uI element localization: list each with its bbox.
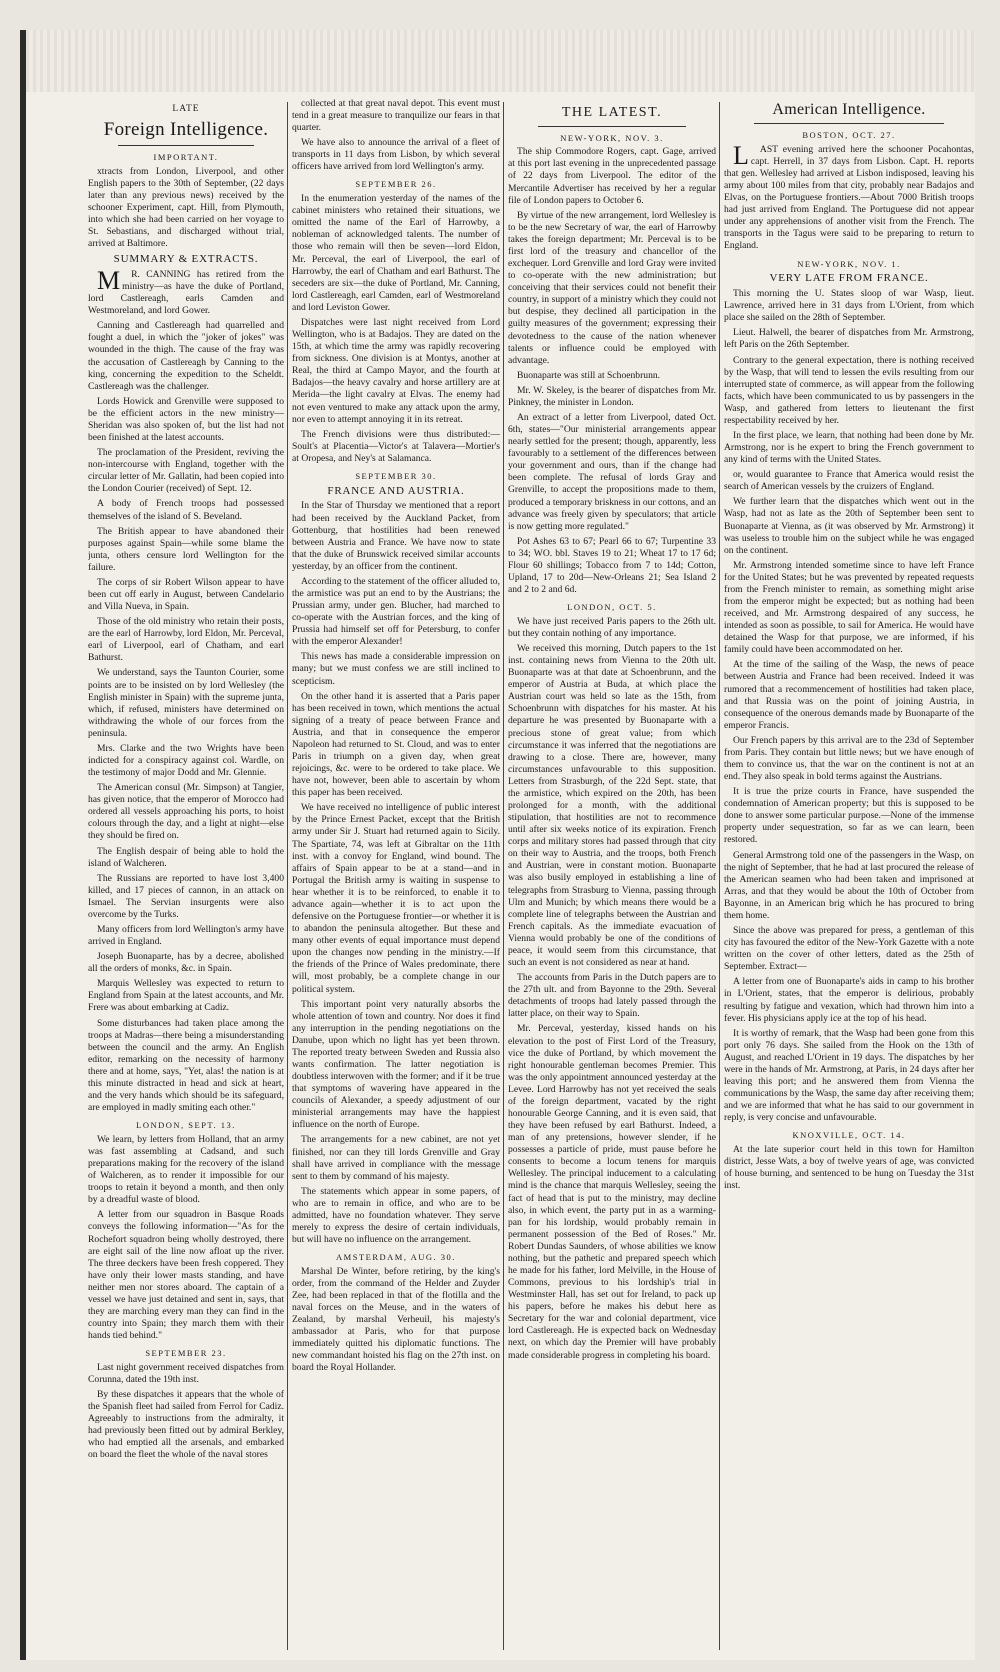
dateline: NEW-YORK, NOV. 1. [797,258,901,269]
paragraph: The proclamation of the President, reviving the non-intercourse with England, together with the circular letter of Mr. Gallatin, had been copied into the London Courier (received) of Sept. 12. [88,447,284,495]
column-rule [287,102,288,1650]
paragraph: At the late superior court held in this town for Hamilton district, Jesse Wats, a boy of twelve years of age, was convicted of house burning, and sentenced to be hung on Tuesday the 31st inst. [724,1143,974,1192]
column-rule [503,102,504,1650]
column-american-intelligence [724,98,974,1652]
paragraph: Mr. Perceval, yesterday, kissed hands on his elevation to the post of First Lord of the Treasury, vice the duke of Portland, by which movement the right honourable gentleman becomes Premier. This was the only appointment announced yesterday at the Levee. Lord Harrowby has not yet received the seals of the foreign department, vacated by the right honourable George Canning, and it is even said, that they have been refused by earl Bathurst. Indeed, a man of any pretensions, however slender, if he possesses a particle of pride, must pause before he consents to become a locum tenens for marquis Wellesley. The principal inducement to a calculating mind is the chance that marquis Wellesley, seeing the fact of head that is put to the ministry, may decline also, in which event, the party put in as a warming-pan for his lordship, would probably remain in permanent possession of the Bed of Roses." Mr. Robert Dundas Saunders, of whose abilities we know nothing, but the pathetic and prepared speech which he made for his father, lord Melville, in the House of Commons, previous to his lordship's trial in Westminster Hall, has set out for Ireland, to pack up his papers, before he makes his debut here as Secretary for the war and colonial department, vice lord Castlereagh. He is expected back on Wednesday next, on which day the Premier will have probably made considerable progress in completing his board. [508,1023,716,1361]
paragraph: We understand, says the Taunton Courier, some points are to be insisted on by lord Wellesley (the English minister in Spain) with the supreme junta, which, if refused, ministers have determined on withdrawing the whole of our forces from the peninsula. [88,667,284,739]
paragraph: We have just received Paris papers to the 26th ult. but they contain nothing of any importance. [508,615,716,639]
article-body [292,193,500,465]
article-body [88,1134,284,1342]
section-heading: SUMMARY & EXTRACTS. [113,253,259,266]
paragraph: We further learn that the dispatches which went out in the Wasp, had not as late as the 20th of September been sent to Buonaparte at Vienna, as (it was observed by Mr. Armstrong) it was useless to trouble him on the subject while he was engaged on the continent. [724,496,974,556]
article-body [724,140,974,253]
paragraph: By these dispatches it appears that the whole of the Spanish fleet had sailed from Ferrol for Cadiz. Agreeably to instructions from the admiralty, it had previously been fitted out by admiral Berkley, who had emptied all the arsenals, and embarked on board the fleet the whole of the naval stores [88,1389,284,1461]
paragraph: The Russians are reported to have lost 3,400 killed, and 17 pieces of cannon, in an attack on Ismael. The Servian insurgents were also overcome by the Turks. [88,872,284,920]
paragraph: A letter from our squadron in Basque Roads conveys the following information—"As for the Rochefort squadron being wholly destroyed, there are eight sail of the line now afloat up the river. The three deckers have been fresh coppered. They have only their lower masts standing, and have neither men nor stores aboard. The captain of a vessel we have just detained and sent in, says, that they are marching every man they can find in the country into Spain; they march them with their hands tied behind." [88,1209,284,1342]
paragraph: Last night government received dispatches from Corunna, dated the 19th inst. [88,1361,284,1385]
article-body [88,266,284,1114]
paragraph: On the other hand it is asserted that a Paris paper has been received in town, which mentions the actual signing of a treaty of peace between France and Austria, and that in consequence the emperor Napoleon had returned to St. Cloud, and was to enter Paris in triumph on a given day, when great rejoicings, &c. were to be ordered to take place. We have not, however, been able to ascertain by whom this paper has been received. [292,690,500,799]
paragraph: The French divisions were thus distributed:—Soult's at Placentia—Victor's at Talavera—Mortier's at Oropesa, and Ney's at Salamanca. [292,428,500,464]
paragraph: In the first place, we learn, that nothing had been done by Mr. Armstrong, nor is he expert to bring the French government to any kind of terms with the United States. [724,429,974,466]
paragraph: Many officers from lord Wellington's army have arrived in England. [88,924,284,948]
paragraph: Lieut. Halwell, the bearer of dispatches from Mr. Armstrong, left Paris on the 26th September. [724,327,974,351]
paragraph: It is true the prize courts in France, have suspended the condemnation of American property; but this is supposed to be done to answer some particular purpose.—None of the immense property under sequestration, so far as we can learn, been restored. [724,786,974,846]
dateline: SEPTEMBER 23. [145,1348,227,1359]
paragraph: Those of the old ministry who retain their posts, are the earl of Harrowby, lord Eldon, Mr. Perceval, earl of Liverpool, earl of Chatham, and earl Bathurst. [88,616,284,664]
paragraph: The American consul (Mr. Simpson) at Tangier, has given notice, that the emperor of Morocco had ordered all vessels approaching his ports, to hoist colours through the day, and a light at night—else they should be fired on. [88,782,284,842]
dateline: KNOXVILLE, OCT. 14. [792,1130,906,1141]
column-rule [719,102,720,1650]
paragraph: This morning the U. States sloop of war Wasp, lieut. Lawrence, arrived here in 31 days from L'Orient, from which place she sailed on the 28th of September. [724,288,974,324]
paragraph: Our French papers by this arrival are to the 23d of September from Paris. They contain but little news; but we have enough of them to convince us, that the war on the continent is not at an end. They also speak in bold terms against the Austrians. [724,734,974,783]
paragraph: Contrary to the general expectation, there is nothing received by the Wasp, that will tend to lessen the evils resulting from our interrupted state of commerce, as will appear from the following facts, which have been communicated to us by passengers in the Wasp, and gathered from letters to lieutenant the first respectability received by her. [724,354,974,426]
newspaper-page [20,30,975,1660]
paragraph: Marquis Wellesley was expected to return to England from Spain at the latest accounts, and Mr. Frere was about embarking at Cadiz. [88,978,284,1014]
paragraph: Mr. Armstrong intended sometime since to have left France for the United States; but he was prevented by repeated requests from the French minister to remain, as something might arise from the emperor might be expected; but as nothing had been received, and Mr. Armstrong despaired of any success, he intended as soon as possible, to sail for America. He would have detained the Wasp for that purpose, we are informed, if his family could have been accommodated on her. [724,559,974,656]
paragraph: This important point very naturally absorbs the whole attention of town and country. Nor does it find any interruption in the pending negotiations on the Danube, upon which no light has yet been thrown. The reported treaty between Sweden and Russia also wants confirmation. The latter negotiation is doubtless interwoven with the former; and if it be true that symptoms of wavering have appeared in the councils of Alexander, a speedy adjustment of our ministerial arrangements may have the happiest influence on the north of Europe. [292,998,500,1131]
article-intro: xtracts from London, Liverpool, and other English papers to the 30th of September, (22 days later than any previous news) received by the schooner Experiment, capt. Hill, from Plymouth, into which she had been carried on her voyage to St. Sebastians, and discharged without trial, arrived at Baltimore. [88,165,284,250]
paragraph: According to the statement of the officer alluded to, the armistice was put an end to by the Austrians; the Prussian army, under gen. Blucher, had marched to co-operate with the Austrian forces, and the king of Prussia had himself set off for Petersburg, to confer with the emperor Alexander! [292,575,500,648]
paragraph: Since the above was prepared for press, a gentleman of this city has favoured the editor of the New-York Gazette with a note written on the cover of other letters, dated as the 25th of September. Extract— [724,925,974,973]
paragraph: Mr. W. Skeley, is the bearer of dispatches from Mr. Pinkney, the minister in London. [508,384,716,408]
paragraph: The corps of sir Robert Wilson appear to have been cut off early in August, between Candelario and Villa Nueva, in Spain. [88,576,284,613]
paragraph: Buonaparte was still at Schoenbrunn. [517,369,661,381]
paragraph: The statements which appear in some papers, of who are to remain in office, and who are to be admitted, have no foundation whatever. They serve merely to express the desire of certain individuals, but will have no influence on the arrangement. [292,1185,500,1246]
paragraph: The arrangements for a new cabinet, are not yet finished, nor can they till lords Grenville and Gray shall have arrived in compliance with the message sent to them by command of his majesty. [292,1134,500,1182]
paragraph: Mrs. Clarke and the two Wrights have been indicted for a conspiracy against col. Wardle, on the testimony of major Dodd and Mr. Glennie. [88,742,284,779]
paragraph: In the enumeration yesterday of the names of the cabinet ministers who retained their situations, we omitted the name of the Earl of Harrowby, a nobleman of acknowledged talents. The number of those who remain will then be seven—lord Eldon, Mr. Perceval, the earl of Liverpool, the earl of Harrowby, the earl of Chatham and earl Bathurst. The seceders are six—the duke of Portland, Mr. Canning, lord Castlereagh, earl Camden, earl of Westmoreland and lord Leviston Gower. [292,193,500,313]
divider [538,126,686,127]
paragraph: A letter from one of Buonaparte's aids in camp to his brother in L'Orient, states, that the emperor is delirious, probably resulting by fatigue and vexation, which had thrown him into a fever. His physicians apply ice at the top of his head. [724,976,974,1024]
paragraph: Canning and Castlereagh had quarrelled and fought a duel, in which the "joker of jokes" was wounded in the thigh. The cause of the fray was the accusation of Castlereagh by Canning to the king, concerning the expedition to the Scheldt. Castlereagh was the challenger. [88,320,284,392]
column-the-latest [508,98,716,1652]
article-body [292,98,500,173]
paragraph: Lords Howick and Grenville were supposed to be the efficient actors in the new ministry—Sheridan was also spoken of, but the list had not been finished at the latest accounts. [88,395,284,444]
page-edge-band [26,30,975,92]
paragraph: A body of French troops had possessed themselves of the island of S. Beveland. [88,498,284,522]
divider [754,123,944,124]
subhead: IMPORTANT. [153,151,219,162]
paragraph: The accounts from Paris in the Dutch papers are to the 27th ult. and from Bayonne to the 29th. Several detachments of troops had lately passed through the latter place, on their way to Spain. [508,972,716,1020]
paragraph: An extract of a letter from Liverpool, dated Oct. 6th, states—"Our ministerial arrangements appear nearly settled for the present; though, apparently, less favourably to a settlement of the differences between your government and ours, than if the change had been complete. The refusal of lords Gray and Grenville, to accept the propositions made to them, produced a temporary briskness in our cottons, and an advance was freely given by speculators; that article is now getting more regulated." [508,411,716,532]
paragraph: Some disturbances had taken place among the troops at Madras—there being a misunderstanding between the council and the army. An English editor, remarking on the necessity of harmony there and at home, says, "Yet, alas! the nation is at this minute distracted in head and sick at heart, and the very hands which should be its safeguard, are employed in madly smiting each other." [88,1017,284,1114]
paragraph: This news has made a considerable impression on many; but we must confess we are still inclined to scepticism. [292,651,500,687]
paragraph: The British appear to have abandoned their purposes against Spain—while some blame the junta, others censure lord Wellington for the failure. [88,525,284,573]
divider [118,145,254,146]
paragraph: It is worthy of remark, that the Wasp had been gone from this port only 76 days. She sailed from the Hook on the 13th of August, and reached L'Orient in 19 days. The dispatches by her were in the hands of Mr. Armstrong, at Paris, in 24 days after her leaving this port; and he answered them from Vienna the communications by the Wasp, the same day after receiving them; and we are informed that what he has said to our government in reply, is very concise and unfavourable. [724,1027,974,1124]
paragraph: General Armstrong told one of the passengers in the Wasp, on the night of September, that he had at last procured the release of the American seamen who had been taken and imprisoned at Arras, and that they would be about the 10th of October from Bayonne, in an American brig which he has procured to bring them home. [724,849,974,921]
paragraph: LAST evening arrived here the schooner Pocahontas, capt. Herrell, in 37 days from Lisbon. Capt. H. reports that gen. Wellesley had arrived at Lisbon indisposed, leaving his army about 100 miles from that city, probably near Badajos and Elvas, on the Portuguese frontiers.—About 7000 British troops had just arrived from England. The Portuguese did not appear under any apprehensions of another visit from the French. The transports in the Tagus were said to be preparing to return to England. [724,140,974,252]
column-foreign-continued [292,98,500,1652]
paragraph: The English despair of being able to hold the island of Walcheren. [88,845,284,869]
section-title: THE LATEST. [561,105,663,120]
paragraph: Marshal De Winter, before retiring, by the king's order, from the command of the Helder and Zuyder Zee, had been replaced in that of the flotilla and the naval forces on the Meuse, and in the waters of Zealand, by marshal Verheuil, his majesty's ambassador at Paris, who for that purpose immediately quitted his diplomatic functions. The new commandant hoisted his flag on the 27th inst. on board the Royal Hollander. [292,1265,500,1374]
dateline: LONDON, SEPT. 13. [136,1120,236,1131]
paragraph: We have also to announce the arrival of a fleet of transports in 11 days from Lisbon, by which several officers have arrived from lord Wellington's army. [292,137,500,173]
section-heading: FRANCE AND AUSTRIA. [327,484,465,497]
article-body [724,1144,974,1192]
paragraph: The ship Commodore Rogers, capt. Gage, arrived at this port last evening in the unprecedented passage of 22 days from Liverpool. The editor of the Mercantile Advertiser has received by her a regular file of London papers to October 6. [508,146,716,206]
paragraph: or, would guarantee to France that America would resist the search of American vessels by the cruizers of England. [724,469,974,493]
paragraph: By virtue of the new arrangement, lord Wellesley is to be the new Secretary of war, the earl of Harrowby takes the foreign department; Mr. Perceval is to be first lord of the treasury and chancellor of the exchequer. Lord Grenville and lord Gray were invited to co-operate with the new administration; but conceiving that their services could not benefit their country, in support of a ministry which they could not but despise, they declined all participation in the guilty measures of the government; expressing their devotedness to the cause of the nation whenever talents or influence could be employed with advantage. [508,209,716,366]
paragraph: We have received no intelligence of public interest by the Prince Ernest Packet, except that the British army under Sir J. Stuart had returned again to Sicily. The Spartiate, 74, was left at Gibraltar on the 11th inst. with a convoy for England, wind bound. The affairs of Spain appear to be at a stand—and in Portugal the British army is waiting in suspense to hear whether it is to be reinforced, to enable it to advance again—whether it is to act upon the defensive on the Portuguese frontier—or whether it is to abandon the peninsula altogether. But these and many other events of equal importance must depend upon the changes now pending in the ministry.—If the friends of the Prince of Wales predominate, there will, most probably, be a complete change in our political system. [292,802,500,995]
paragraph: We learn, by letters from Holland, that an army was fast assembling at Cadsand, and such preparations making for the recovery of the island of Walcheren, as to render it impossible for our troops to retain it beyond a month, and then only by a dreadful waste of blood. [88,1133,284,1206]
section-title: Foreign Intelligence. [103,118,269,140]
paragraph: MR. CANNING has retired from the ministry—as have the duke of Portland, lord Castlereagh, earls Camden and Westmoreland, and lord Gower. [88,266,284,317]
paragraph: Pot Ashes 63 to 67; Pearl 66 to 67; Turpentine 33 to 34; WO. bbl. Staves 19 to 21; Wheat 17 to 17 6d; Flour 60 shillings; Tobacco from 7 to 14d; Cotton, Upland, 17 to 20d—New-Orleans 21; Sea Island 2 and 2 to 2 and 6d. [508,535,716,596]
paragraph: We received this morning, Dutch papers to the 1st inst. containing news from Vienna to the 20th ult. Buonaparte was at that date at Schoenbrunn, and the emperor of Austria at Buda, at which place the Austrian court was held so late as the 15th, from Schoenbrunn with dispatches for his master. At his departure he was presented by Buonaparte with a precious stone of great value; from which circumstance it was inferred that the negotiations are drawing to a close. There are, however, many circumstances unfavourable to this supposition. Letters from Strasburgh, of the 22d Sept. state, that the armistice, which expired on the 20th, has been prolonged for a month, with the additional stipulation, that hostilities are not to recommence until after six weeks notice of its expiration. French corps and military stores had passed through that city on their way to Austria, and the troops, both French and Austrian, were in constant motion. Buonaparte was also busily employed in establishing a line of telegraphs from Strasburg to Vienna, passing through Ulm and Munich; by which means there would be a complete line of telegraphs between the Austrian and French capitals. As the immediate evacuation of Vienna would probably be one of the conditions of peace, it would seem from this circumstance, that such an event is not considered as near at hand. [508,643,716,969]
dateline: BOSTON, OCT. 27. [802,130,896,141]
paragraph: In the Star of Thursday we mentioned that a report had been received by the Auckland Packet, from Gottenburg, that hostilities had been renewed between Austria and France. We have now to state that the duke of Brunswick received similar accounts yesterday, by an officer from the continent. [292,500,500,572]
article-body [724,288,974,1124]
paragraph: Dispatches were last night received from Lord Wellington, who is at Badajos. They are dated on the 15th, at which time the army was rapidly recovering from sickness. One division is at Montys, another at Real, the third at Campo Mayor, and the fourth at Badajos—the heavy cavalry and horse artillery are at Merida—the light cavalry at Elvas. The enemy had not even ventured to make any attack upon the army, nor even to attempt annoying it in its retreat. [292,316,500,425]
section-title: American Intelligence. [772,101,926,118]
paragraph: Joseph Buonaparte, has by a decree, abolished all the orders of monks, &c. in Spain. [88,951,284,975]
article-body [508,146,716,596]
dateline: NEW-YORK, NOV. 3. [560,132,664,143]
column-foreign-intelligence [88,98,284,1652]
dateline: LONDON, OCT. 5. [567,602,657,613]
article-body [508,616,716,1362]
dateline: AMSTERDAM, AUG. 30. [336,1252,456,1263]
dateline: SEPTEMBER 30. [355,470,437,481]
article-body [88,1362,284,1462]
section-kicker: LATE [172,104,200,114]
section-heading: VERY LATE FROM FRANCE. [769,272,929,285]
paragraph: At the time of the sailing of the Wasp, the news of peace between Austria and France had been received. Indeed it was rumored that a recommencement of hostilities had taken place, and that Russia was on the point of joining Austria, in consequence of the onerous demands made by Buonaparte of the emperor Francis. [724,659,974,731]
article-body [292,1266,500,1375]
paragraph: collected at that great naval depot. This event must tend in a great measure to tranquilize our fears in that quarter. [292,98,500,134]
article-body [292,500,500,1246]
dateline: SEPTEMBER 26. [355,179,437,190]
